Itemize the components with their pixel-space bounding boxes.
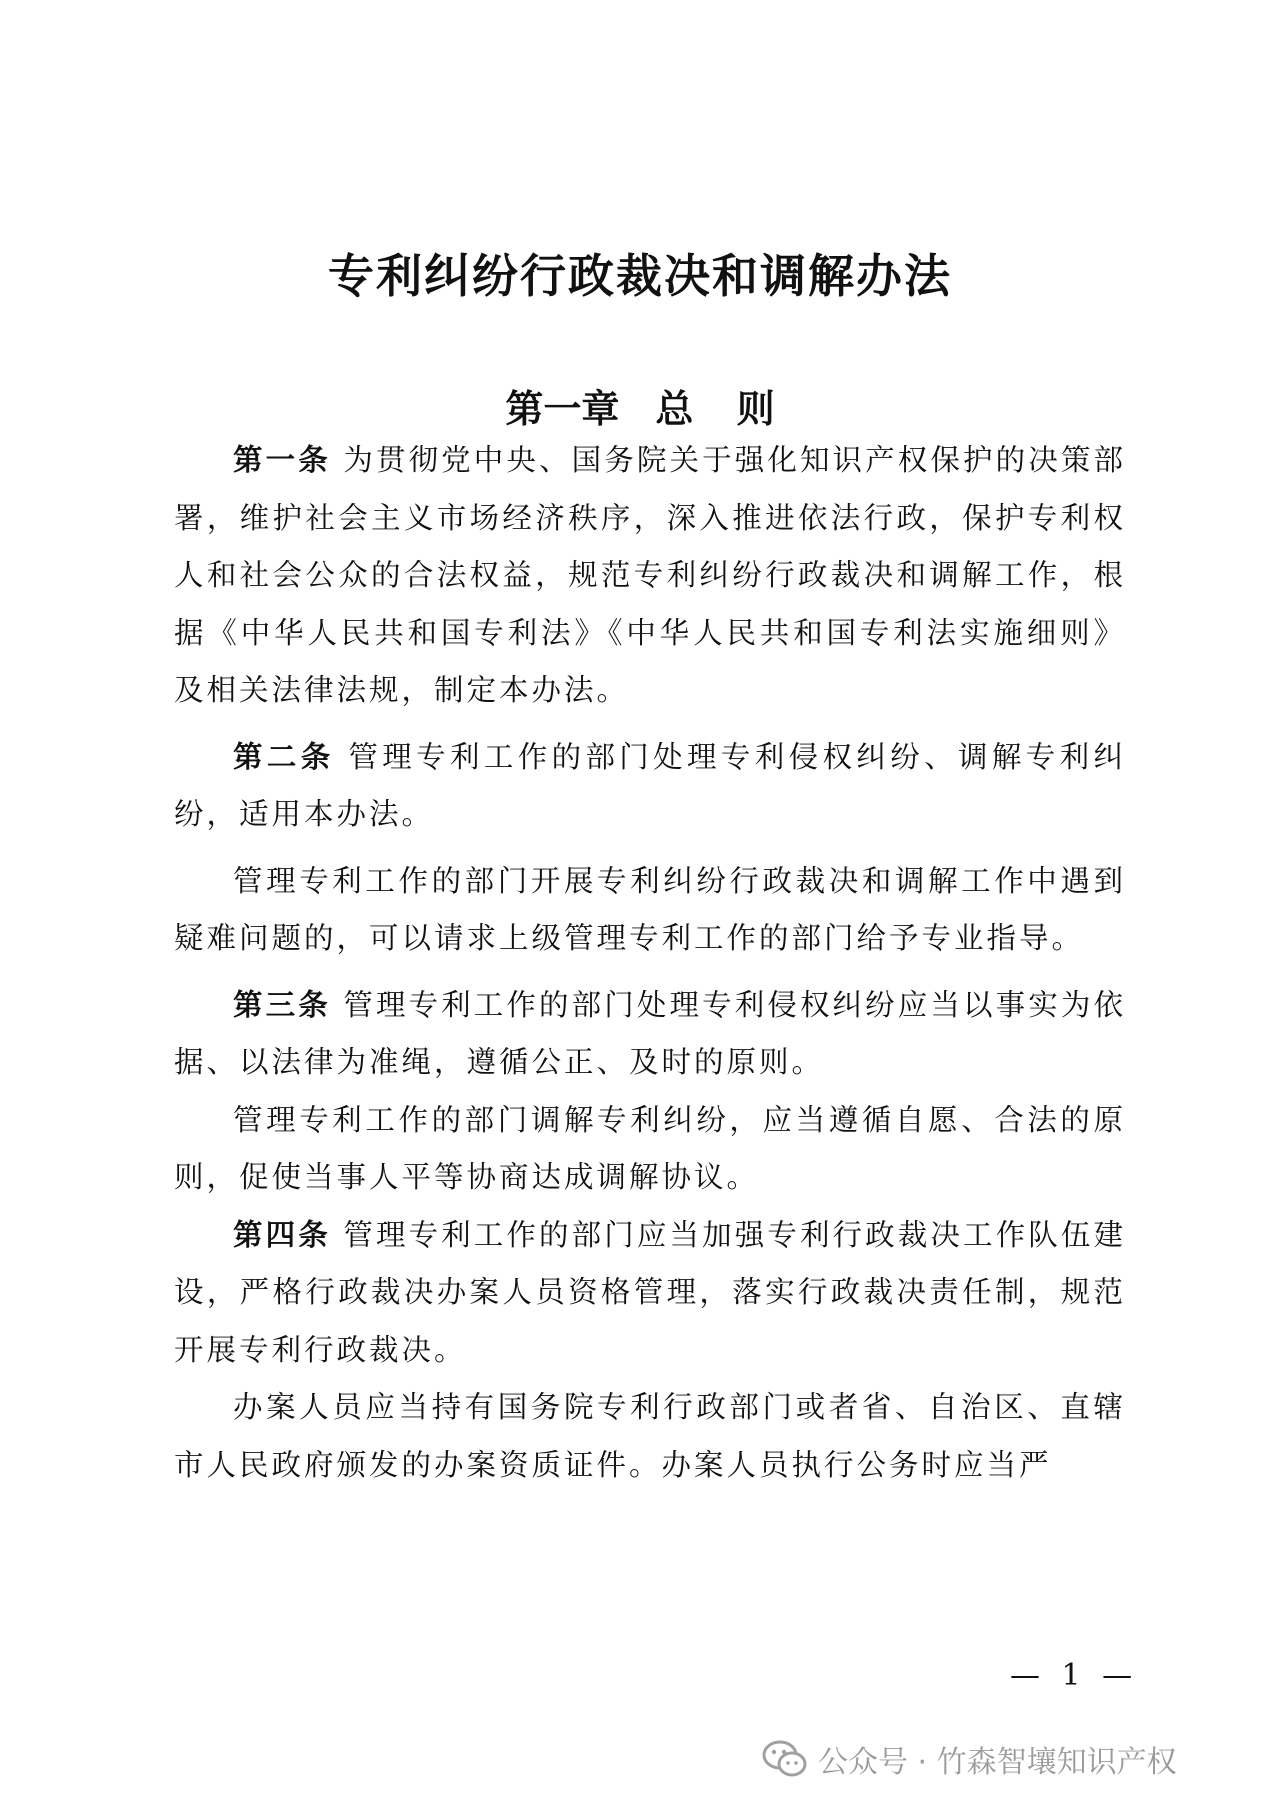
chapter-name: 总 则 xyxy=(655,386,775,431)
paragraph-article-2-clause-2 xyxy=(174,853,1126,968)
watermark xyxy=(762,1737,1177,1781)
paragraph-article-3 xyxy=(174,977,1126,1092)
paragraph-text: 为贯彻党中央、国务院关于强化知识产权保护的决策部署，维护社会主义市场经济秩序，深入推进依法行政，保护专利权人和社会公众的合法权益，规范专利纠纷行政裁决和调解工作，根据《中华人民共和国专利法》《中华人民共和国专利法实施细则》及相关法律法规，制定本办法。 xyxy=(174,443,1126,707)
paragraph-article-4-clause-2 xyxy=(174,1379,1126,1494)
paragraph-article-1 xyxy=(174,432,1126,720)
article-heading: 第一条 xyxy=(233,443,331,477)
article-heading: 第三条 xyxy=(233,987,331,1022)
paragraph-text: 办案人员应当持有国务院专利行政部门或者省、自治区、直辖市人民政府颁发的办案资质证件。办案人员执行公务时应当严 xyxy=(174,1390,1126,1482)
page-number: — 1 — xyxy=(1010,1658,1139,1693)
article-heading: 第二条 xyxy=(233,739,335,774)
watermark-text: 公众号 · 竹森智壤知识产权 xyxy=(818,1745,1177,1780)
paragraph-text: 管理专利工作的部门应当加强专利行政裁决工作队伍建设，严格行政裁决办案人员资格管理，落实行政裁决责任制，规范开展专利行政裁决。 xyxy=(174,1217,1126,1367)
chapter-number: 第一章 xyxy=(505,386,620,431)
wechat-icon xyxy=(762,1739,808,1779)
paragraph-text: 管理专利工作的部门调解专利纠纷，应当遵循自愿、合法的原则，促使当事人平等协商达成调解协议。 xyxy=(174,1102,1126,1194)
paragraph-text: 管理专利工作的部门处理专利侵权纠纷应当以事实为依据、以法律为准绳，遵循公正、及时的原则。 xyxy=(174,987,1126,1079)
paragraph-article-4 xyxy=(174,1207,1126,1380)
paragraph-text: 管理专利工作的部门处理专利侵权纠纷、调解专利纠纷，适用本办法。 xyxy=(174,739,1126,831)
document-title: 专利纠纷行政裁决和调解办法 xyxy=(328,249,952,303)
document-body xyxy=(174,432,1126,1494)
paragraph-text: 管理专利工作的部门开展专利纠纷行政裁决和调解工作中遇到疑难问题的，可以请求上级管理专利工作的部门给予专业指导。 xyxy=(174,863,1126,955)
article-heading: 第四条 xyxy=(233,1217,331,1252)
paragraph-article-2 xyxy=(174,729,1126,844)
paragraph-article-3-clause-2 xyxy=(174,1092,1126,1207)
chapter-title xyxy=(0,378,1280,433)
